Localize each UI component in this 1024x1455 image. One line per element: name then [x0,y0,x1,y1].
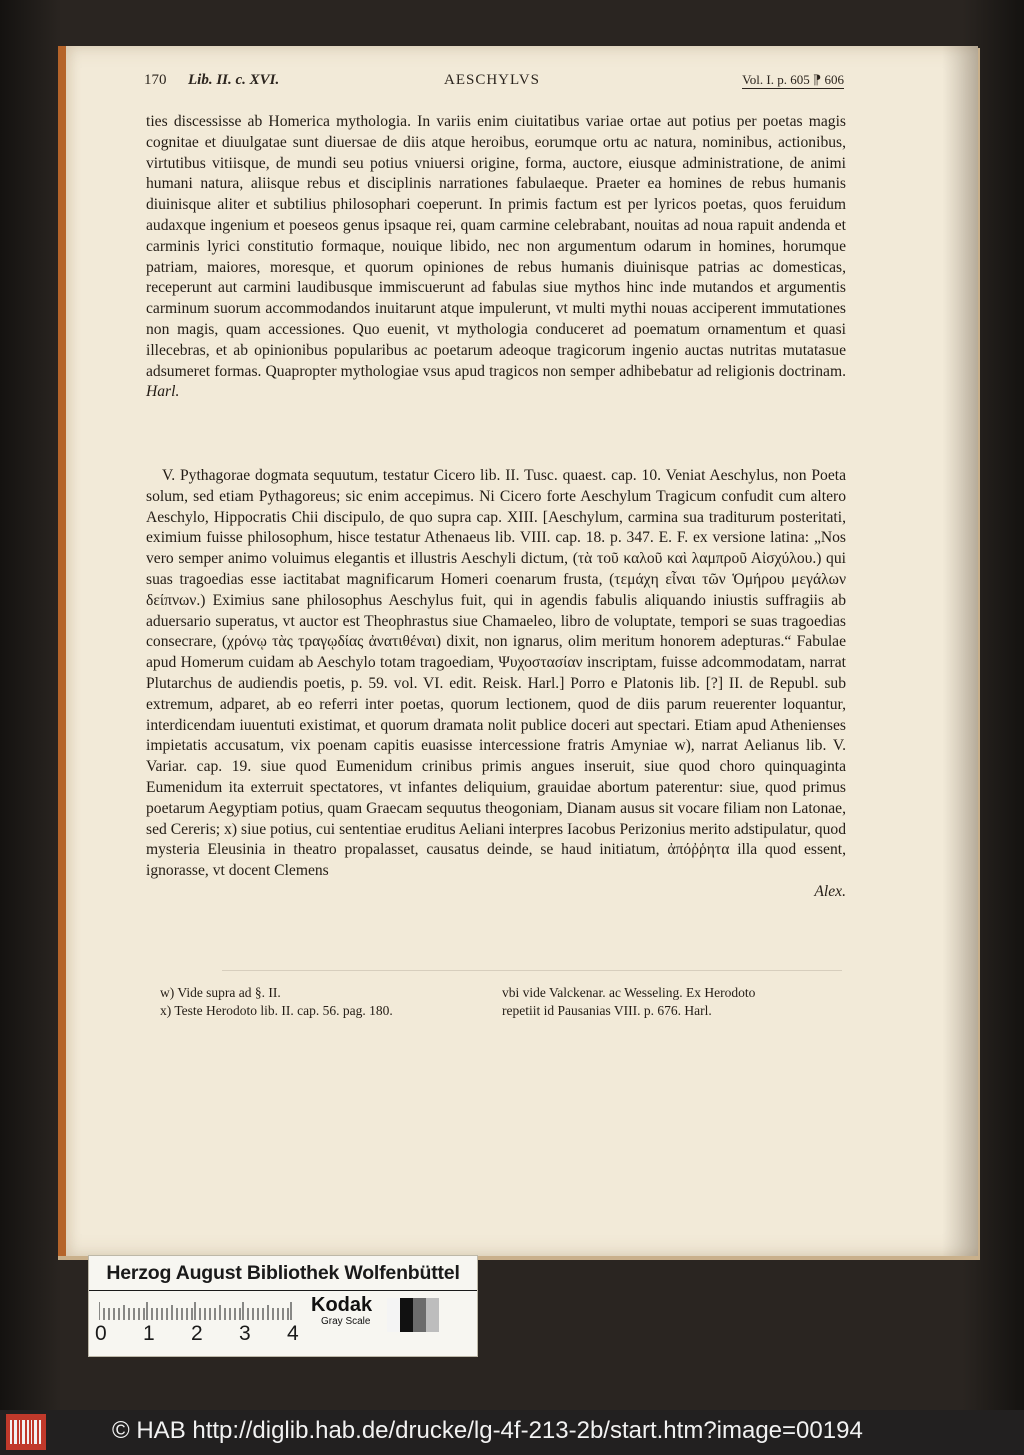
ruler-number: 1 [143,1322,155,1345]
paragraph-text: V. Pythagorae dogmata sequutum, testatur Cicero lib. II. Tusc. quaest. cap. 10. Veniat Aeschylus, non Poeta solum, sed etiam Pythagoreus; sic enim accepimus. Ni Cicero forte Aeschylum Tragicum confudit cum altero Aeschylo, Hippocratis Chii discipulo, de quo supra cap. XIII. [Aeschylum, carmina sua traditurum posteritati, eximium fuisse philosophum, hisce testatur Athenaeus lib. VIII. cap. 18. p. 347. E. F. ex versione latina: „Nos vero semper animo voluimus elegantis et illustris Aeschyli dictum, (τὰ τοῦ καλοῦ καὶ λαμπροῦ Αἰσχύλου.) qui suas tragoedias esse iactitabat magnificarum Homeri coenarum frusta, (τεμάχη εἶναι τῶν Ὁμήρου μεγάλων δείπνων.) Eximius sane philosophus Aeschylus fuit, qui in agendis fabulis aliquando iniustis suffragiis ab aduersario superatus, vt auctor est Theophrastus siue Chamaeleo, libro de voluptate, tempori se suas tragoedias consecrare, (χρόνῳ τὰς τραγῳδίας ἀνατιθέναι) dixit, non ignarus, olim meritum honorem adepturas.“ Fabulae apud Homerum cuidam ab Aeschylo totam tragoediam, Ψυχοστασίαν inscriptam, fuisse adcommodatam, narrat Plutarchus de audiendis poetis, p. 59. vol. VI. edit. Reisk. Harl.] Porro e Platonis lib. [?] II. de Republ. sub extremum, adparet, ab eo referri inter poetas, quorum lectionem, quod de diis parum reuerenter loquantur, interdicendam iuuentuti existimat, et quorum dramata nolit publice doceri aut spectari. Etiam apud Athenienses impietatis accusatum, vix poenam capitis euasisse intercessione fratris Amyniae w), narrat Aelianus lib. V. Variar. cap. 19. siue quod Eumenidum crinibus primis angues inseruit, siue quod choro quinquaginta Eumenidum ita exterruit spectatores, vt infantes deliquium, grauidae abortum paterentur: siue, quod primus poetarum Aegyptiam potius, quam Graecam sequutus theogoniam, Dianam ausus sit vocare filiam non Latonae, sed Cereris; x) siue potius, cui sententiae eruditus Aeliani interpres Iacobus Perizonius merito adstipulatur, quod mysteria Eleusinia in theatro propalasset, causatus deinde, se haud initiatum, ἀπόῤῥητα illa quod essent, ignorasse, vt docent Clemens [146,467,846,880]
library-name: Herzog August Bibliothek Wolfenbüttel [106,1262,460,1284]
paragraph-mythology [146,112,846,403]
book-reference: Lib. II. c. XVI. [188,72,280,88]
ruler-scale [99,1298,299,1320]
footer-bar [0,1410,1024,1455]
paragraph-pythagoras [146,466,846,903]
footnotes-right [502,984,862,1020]
paragraph-end: Alex. [814,882,846,900]
footnote-x: x) Teste Herodoto lib. II. cap. 56. pag. 180. [160,1003,393,1018]
gray-scale-patches [387,1298,439,1332]
paragraph-text: ties discessisse ab Homerica mythologia. In variis enim ciuitatibus variae ortae aut potius per poetas magis cognitae et diuulgatae sunt diuersae de diis atque heroibus, eorumque ortu ac natura, nominibus, actionibus, virtutibus vitiisque, de mundi seu potius vniuersi origine, forma, auctore, eiusque administratione, de animi humani natura, aliisque rebus et disciplinis narrationes fabulaeque. Praeter ea homines de rebus humanis diuinisque aliter et subtilius philosophari coeperunt. In primis factum est per lyricos poetas, quos feruidum audaxque ingenium et poeseos genus ipsaque rei, quam carmine celebrabant, nouitas ad noua rapuit andenda et carminis lyrici constitutio formaque, nouique libido, nec non argumentum odarum in homines, horumque patriam, maiores, moresque, et quorum opiniones de rebus humanis diuinisque patrias ac domesticas, receperunt aut carmini laudibusque immiscuerunt ad fabulas siue mythos hinc inde mutandos et argumentis carminum suorum accommodandos inuitarunt atque impulerunt, vt multi mythi nouas acciperent immutationes non magis, quam accessiones. Quo euenit, vt mythologia conduceret ad poematum ornamentum et quasi illecebras, et ab opinionibus popularibus ac poetarum adeoque tragicorum ingenio auctas nutritas mutatasue adsumeret formas. Quapropter mythologiae vsus apud tragicos non semper adhibebatur ad religionis doctrinam. [146,113,846,380]
page-number: 170 [144,72,167,88]
kodak-logo: Kodak [311,1294,373,1316]
footnote-divider [222,970,842,971]
barcode-icon [6,1414,46,1450]
ruler-number: 0 [95,1322,107,1345]
footnote-w: w) Vide supra ad §. II. [160,985,281,1000]
ruler-number: 3 [239,1322,251,1345]
volume-reference: Vol. I. p. 605 ⁋ 606 [742,72,844,87]
footnote-continuation: repetiit id Pausanias VIII. p. 676. Harl. [502,1003,712,1018]
spine-shadow [942,46,978,1256]
gray-scale-label: Gray Scale [321,1316,371,1327]
card-divider [89,1290,477,1291]
running-title: AESCHYLVS [444,72,540,88]
footnotes-left [160,984,490,1020]
running-header [144,72,844,94]
ruler-numbers [95,1322,305,1348]
copyright-url[interactable]: © HAB http://diglib.hab.de/drucke/lg-4f-213-2b/start.htm?image=00194 [112,1417,863,1444]
footnote-continuation: vbi vide Valckenar. ac Wesseling. Ex Herodoto [502,985,756,1000]
gray-patch [413,1298,426,1332]
gray-patch [400,1298,413,1332]
ruler-number: 4 [287,1322,299,1345]
ruler-number: 2 [191,1322,203,1345]
library-card [88,1255,478,1357]
gray-patch [426,1298,439,1332]
author-signature: Harl. [146,383,180,401]
gray-patch [387,1298,400,1332]
